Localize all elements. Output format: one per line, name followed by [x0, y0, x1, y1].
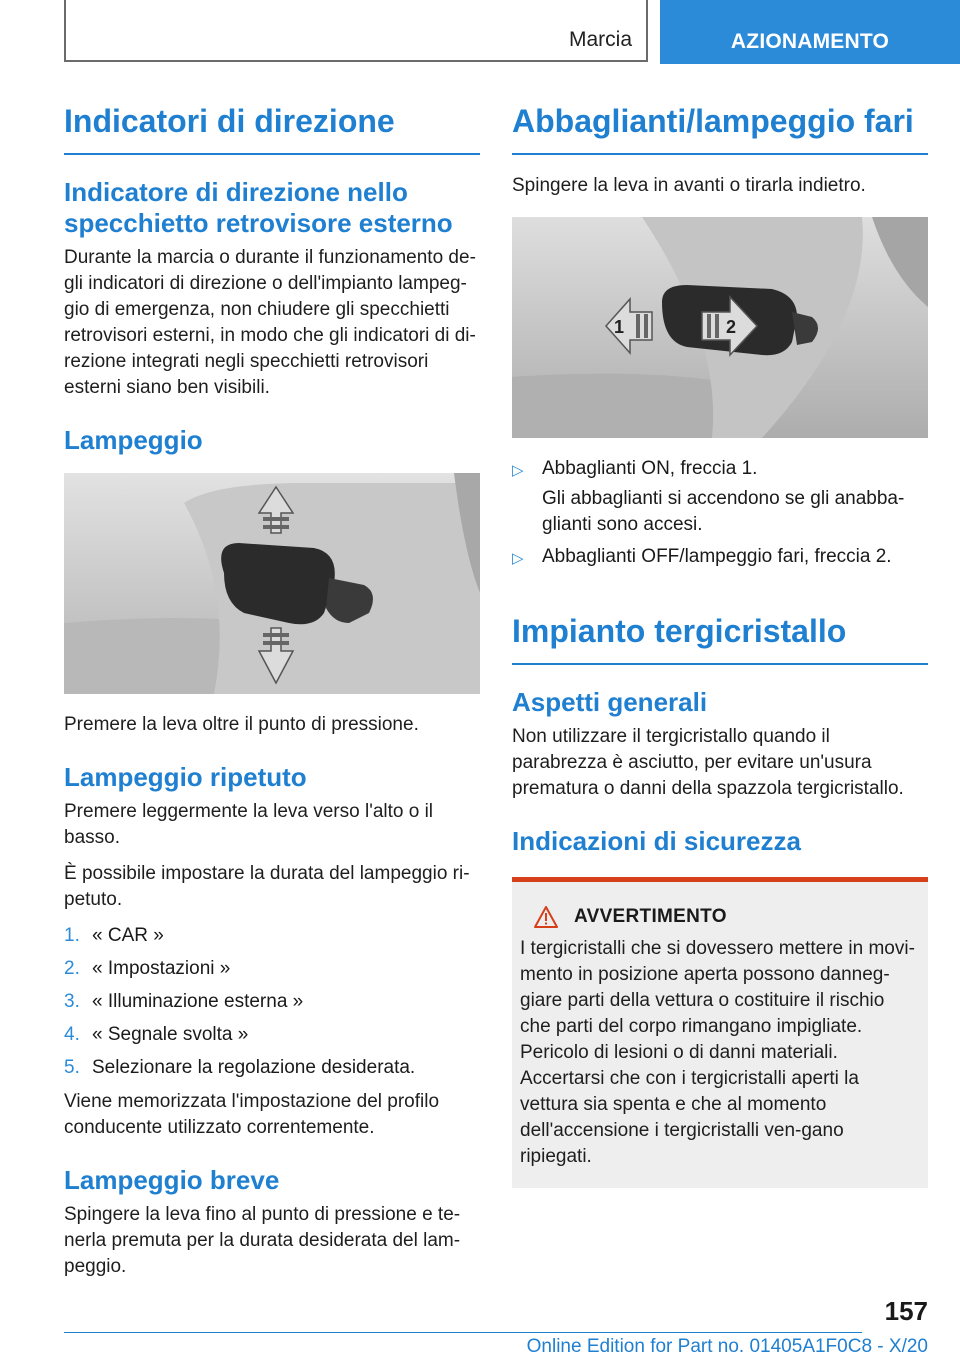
warning-box [512, 877, 928, 1188]
repeat-text-2: È possibile impostare la durata del lampeggio ri-petuto. [64, 862, 470, 910]
high-beam-bullets [512, 456, 928, 572]
title-high-beam: Abbaglianti/lampeggio fari [512, 96, 928, 155]
warning-triangle-icon [534, 906, 558, 928]
section-title: Marcia [568, 28, 632, 51]
repeat-text-1: Premere leggermente la leva verso l'alto o il basso. [64, 800, 434, 848]
list-item: 1. « CAR » [64, 924, 164, 946]
lever-up-down-illustration [64, 473, 480, 694]
triangle-bullet-icon: ▷ [512, 462, 524, 480]
settings-steps [64, 923, 480, 1081]
general-text: Non utilizzare il tergicristallo quando il parabrezza è asciutto, per evitare un'usura prematura o danni della spazzola tergicristallo. [512, 726, 904, 800]
list-item: 3. « Illuminazione esterna » [64, 990, 304, 1012]
heading-flash: Lampeggio [64, 424, 203, 455]
list-item: 5. Selezionare la regolazione desiderata. [64, 1056, 416, 1078]
title-turn-signals: Indicatori di direzione [64, 96, 480, 155]
lever-forward-back-illustration [512, 217, 928, 438]
flash-text: Premere la leva oltre il punto di pressione. [64, 714, 419, 736]
heading-repeat-flash: Lampeggio ripetuto [64, 762, 307, 793]
arrow-label-1: 1 [614, 317, 625, 338]
list-item: ▷ Abbaglianti OFF/lampeggio fari, freccia 2. [512, 544, 928, 572]
title-wiper-system: Impianto tergicristallo [512, 606, 928, 665]
page-header [0, 0, 960, 66]
warning-title-row [520, 906, 920, 928]
chapter-tab: AZIONAMENTO [660, 0, 960, 64]
right-column [512, 96, 928, 1188]
short-flash-text: Spingere la leva fino al punto di pressione e te-nerla premuta per la durata desiderata del lam-peggio. [64, 1203, 461, 1277]
mirror-indicator-text: Durante la marcia o durante il funzionamento de-gli indicatori di direzione o dell'impianto lampeg-gio di emergenza, non chiudere gli specchietti retrovisori esterni, in modo che gli indicatori di di-rezione integrati negli specchietti retrovisori esterni siano ben visibili. [64, 246, 476, 398]
left-column [64, 96, 480, 1290]
footer-divider [64, 1332, 862, 1333]
triangle-bullet-icon: ▷ [512, 550, 524, 568]
edition-note: Online Edition for Part no. 01405A1F0C8 - X/20 [526, 1336, 928, 1357]
warning-title: AVVERTIMENTO [574, 905, 727, 927]
section-box [64, 0, 648, 62]
arrow-label-2: 2 [726, 317, 737, 338]
warning-text: I tergicristalli che si dovessero mettere in movi-mento in posizione aperta possono danneg-giare parti della vettura o costituire il rischio che parti del corpo rimangano impigliate. Pericolo di lesioni o di danni materiali. Accertarsi che con i tergicristalli aperti la vettura sia spenta e che al momento dell'accensione i tergicristalli ven-gano ripiegati. [520, 937, 915, 1167]
page-number: 157 [884, 1296, 928, 1326]
heading-short-flash: Lampeggio breve [64, 1164, 280, 1195]
figure-turn-signal-lever [64, 473, 480, 694]
heading-general: Aspetti generali [512, 687, 708, 718]
list-item: 4. « Segnale svolta » [64, 1023, 249, 1045]
heading-safety: Indicazioni di sicurezza [512, 826, 801, 857]
list-item: ▷ Abbaglianti ON, freccia 1. Gli abbaglianti si accendono se gli anabba-glianti sono accesi. [512, 456, 928, 538]
figure-high-beam-lever [512, 217, 928, 438]
repeat-text-3: Viene memorizzata l'impostazione del profilo conducente utilizzato correntemente. [64, 1090, 440, 1138]
heading-mirror-indicator: Indicatore di direzione nello specchietto retrovisore esterno [64, 177, 453, 238]
list-item: 2. « Impostazioni » [64, 957, 231, 979]
high-beam-intro: Spingere la leva in avanti o tirarla indietro. [512, 175, 866, 197]
